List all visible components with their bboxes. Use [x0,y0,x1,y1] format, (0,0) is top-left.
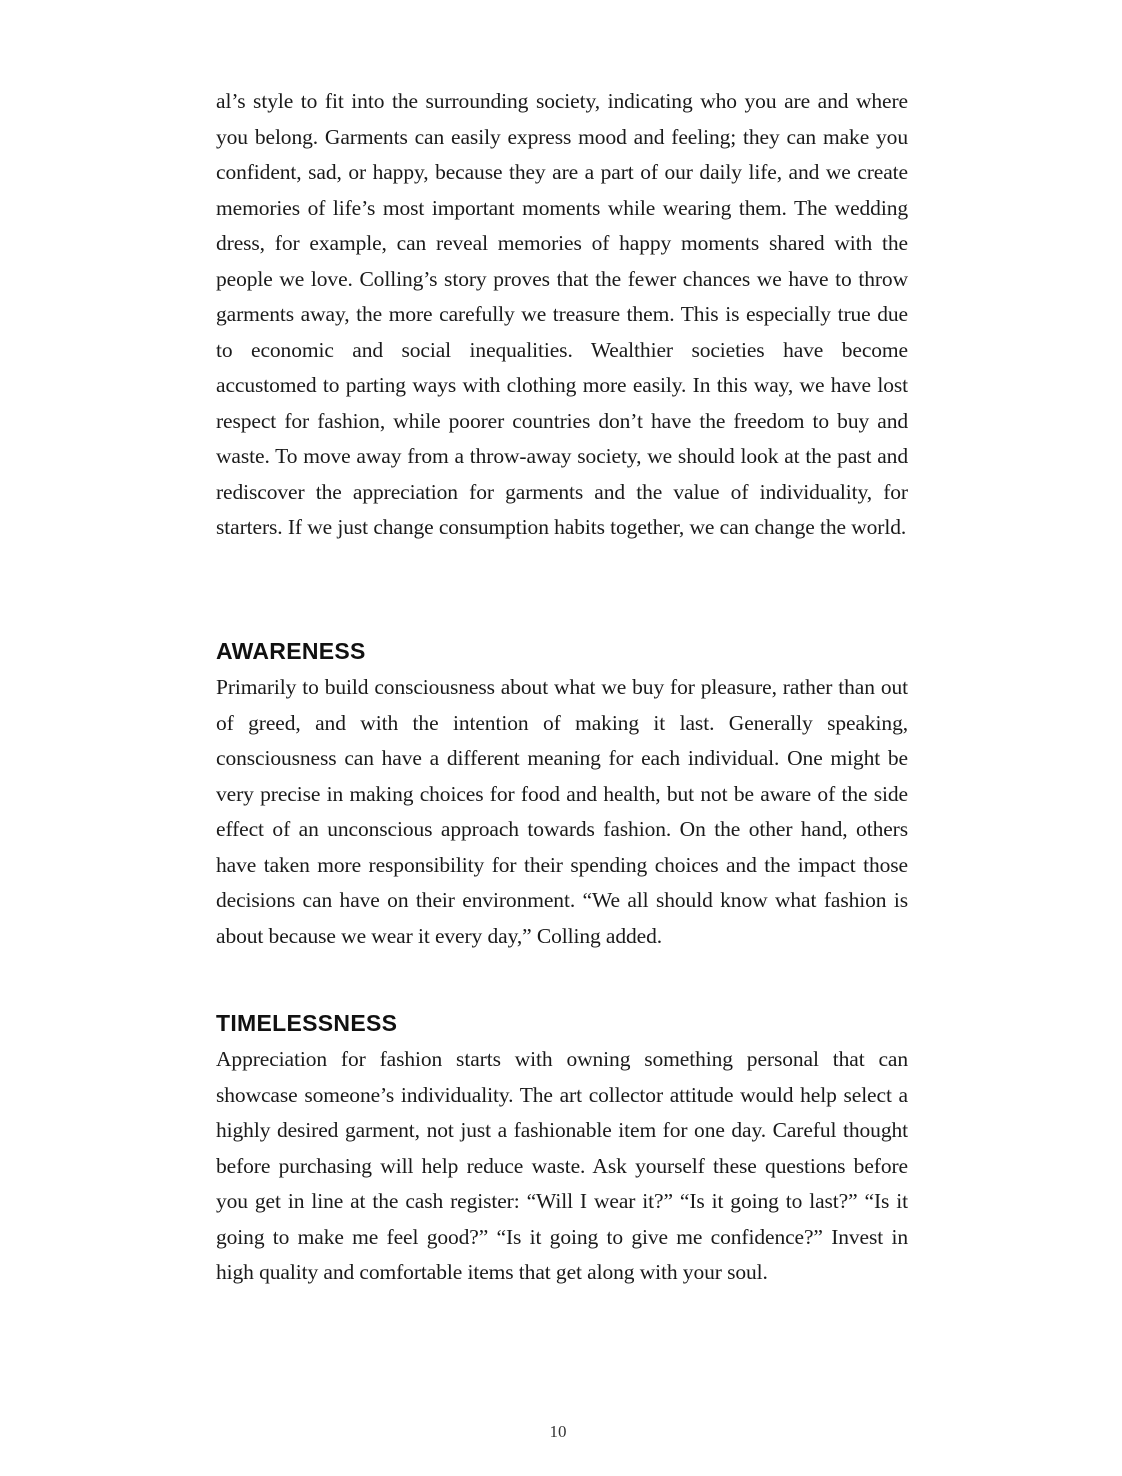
page-number: 10 [549,1422,567,1441]
awareness-paragraph: Primarily to build consciousness about what we buy for pleasure, rather than out of greed, and with the intention of making it last. Generally speaking, consciousness can have a different meaning for each individual. One might be very precise in making choices for food and health, but not be aware of the side effect of an unconscious approach towards fashion. On the other hand, others have taken more responsibility for their spending choices and the impact those decisions can have on their environment. “We all should know what fashion is about because we wear it every day,” Colling added. [216,675,908,948]
section-heading-timelessness: TIMELESSNESS [216,1010,398,1036]
intro-paragraph: al’s style to fit into the surrounding society, indicating who you are and where you belong. Garments can easily express mood and feeling; they can make you confident, sad, or happy, because they are a part of our daily life, and we create memories of life’s most important moments while wearing them. The wedding dress, for example, can reveal memories of happy moments shared with the people we love. Colling’s story proves that the fewer chances we have to throw garments away, the more carefully we treasure them. This is especially true due to economic and social inequalities. Wealthier societies have become accustomed to parting ways with clothing more easily. In this way, we have lost respect for fashion, while poorer countries don’t have the freedom to buy and waste. To move away from a throw-away society, we should look at the past and rediscover the appreciation for garments and the value of individuality, for starters. If we just change consumption habits together, we can change the world. [216,89,908,539]
timelessness-paragraph: Appreciation for fashion starts with owning something personal that can showcase someone’s individuality. The art collector attitude would help select a highly desired garment, not just a fashionable item for one day. Careful thought before purchasing will help reduce waste. Ask yourself these questions before you get in line at the cash register: “Will I wear it?” “Is it going to last?” “Is it going to make me feel good?” “Is it going to give me confidence?” Invest in high quality and comfortable items that get along with your soul. [216,1047,908,1284]
section-heading-awareness: AWARENESS [216,638,366,664]
